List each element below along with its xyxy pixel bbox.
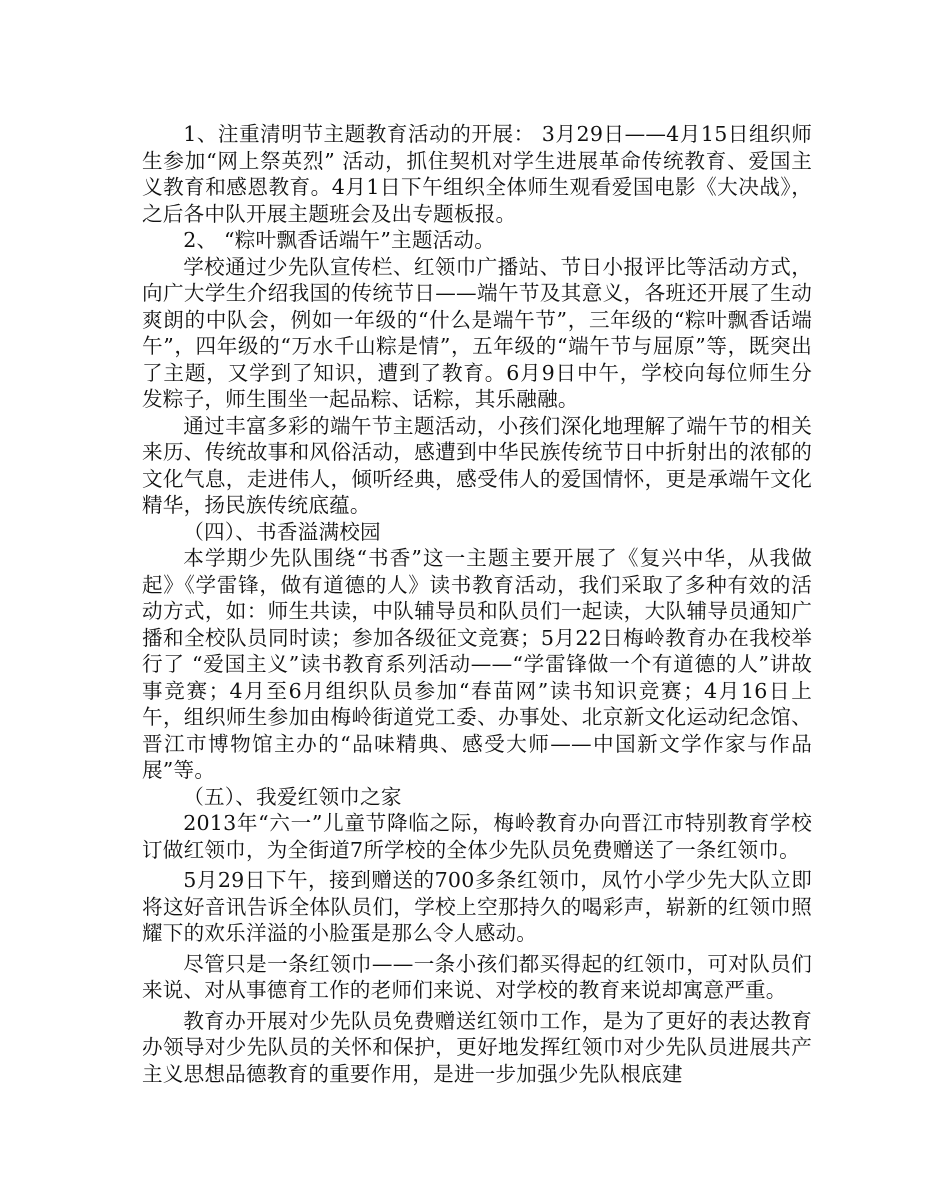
section-heading-red-scarf: （五）、我爱红领巾之家 xyxy=(183,784,402,809)
paragraph-duanwu-activities: 学校通过少先队宣传栏、红领巾广播站、节日小报评比等活动方式，向广大学生介绍我国的传统节日——端午节及其意义，各班还开展了生动爽朗的中队会，例如一年级的“什么是端午节”，三年级的“粽叶飘香话端午”，四年级的“万水千山粽是情”，五年级的“端午节与屈原”等，既突出了主题，又学到了知识，遭到了教育。6月9日中午，学校向每位师生分发粽子，师生围坐一起品粽、话粽，其乐融融。 xyxy=(142,254,812,411)
paragraph-red-scarf-received: 5月29日下午，接到赠送的700多条红领巾，凤竹小学少先大队立即将这好音讯告诉全体队员们，学校上空那持久的喝彩声，崭新的红领巾照耀下的欢乐洋溢的小脸蛋是那么令人感动。 xyxy=(142,868,812,945)
paragraph-duanwu-heading: 2、 “粽叶飘香话端午”主题活动。 xyxy=(183,228,496,252)
paragraph-qingming: 1、注重清明节主题教育活动的开展： 3月29日——4月15日组织师生参加“网上祭英烈” 活动，抓住契机对学生进展革命传统教育、爱国主义教育和感恩教育。4月1日下午组织全体师生观看爱国电影《大决战》，之后各中队开展主题班会及出专题板报。 xyxy=(142,122,812,226)
paragraph-duanwu-summary: 通过丰富多彩的端午节主题活动，小孩们深化地理解了端午节的相关来历、传统故事和风俗活动，感遭到中华民族传统节日中折射出的浓郁的文化气息，走进伟人，倾听经典，感受伟人的爱国情怀，更是承端午文化精华，扬民族传统底蕴。 xyxy=(142,413,812,517)
paragraph-red-scarf-purpose: 教育办开展对少先队员免费赠送红领巾工作，是为了更好的表达教育办领导对少先队员的关怀和保护，更好地发挥红领巾对少先队员进展共产主义思想品德教育的重要作用，是进一步加强少先队根底建 xyxy=(142,1008,812,1086)
document-body xyxy=(142,121,812,1087)
section-heading-reading: （四）、书香溢满校园 xyxy=(183,519,381,544)
paragraph-reading-activities: 本学期少先队围绕“书香”这一主题主要开展了《复兴中华，从我做起》《学雷锋，做有道德的人》读书教育活动，我们采取了多种有效的活动方式，如：师生共读，中队辅导员和队员们一起读，大队辅导员通知广播和全校队员同时读；参加各级征文竞赛；5月22日梅岭教育办在我校举行了 “爱国主义”读书教育系列活动——“学雷锋做一个有道德的人”讲故事竞赛；4月至6月组织队员参加“春苗网”读书知识竞赛；4月16日上午，组织师生参加由梅岭街道党工委、办事处、北京新文化运动纪念馆、晋江市博物馆主办的“品味精典、感受大师——中国新文学作家与作品展”等。 xyxy=(142,546,812,782)
paragraph-red-scarf-meaning: 尽管只是一条红领巾——一条小孩们都买得起的红领巾，可对队员们来说、对从事德育工作的老师们来说、对学校的教育来说却寓意严重。 xyxy=(142,951,812,1002)
paragraph-red-scarf-donation: 2013年“六一”儿童节降临之际，梅岭教育办向晋江市特别教育学校订做红领巾，为全街道7所学校的全体少先队员免费赠送了一条红领巾。 xyxy=(142,811,812,862)
